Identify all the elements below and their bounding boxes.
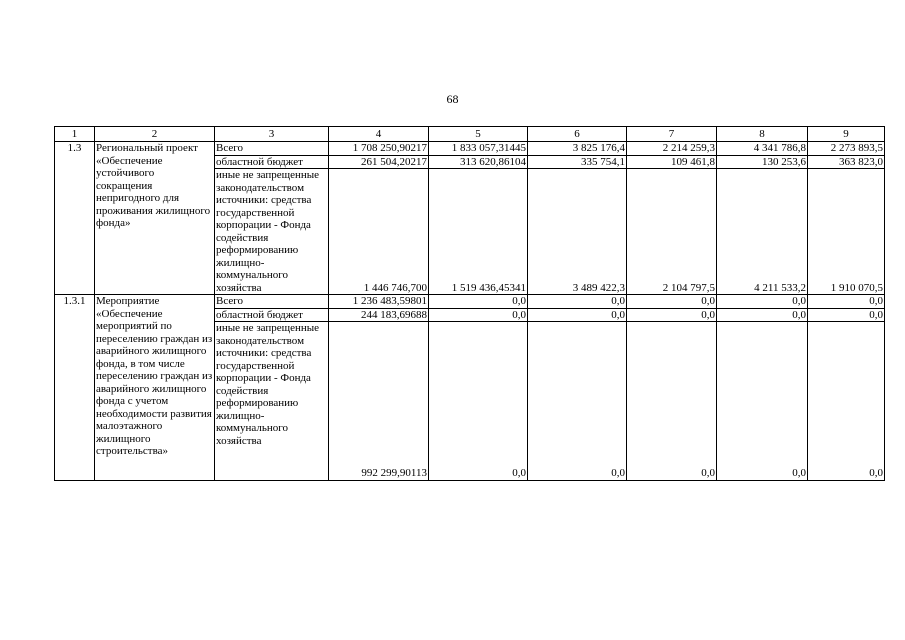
- funding-source: областной бюджет: [215, 155, 329, 169]
- value-cell: 1 519 436,45341: [429, 169, 528, 295]
- page-number: 68: [446, 92, 459, 106]
- value-cell: 261 504,20217: [329, 155, 429, 169]
- column-header: 8: [717, 127, 808, 142]
- table-row: [55, 142, 885, 156]
- value-cell: 1 910 070,5: [808, 169, 885, 295]
- value-cell: 992 299,90113: [329, 322, 429, 481]
- funding-source: иные не запрещенные законодательством источники: средства государственной корпорации - Фонда содействия реформированию жилищно-коммунального хозяйства: [215, 169, 329, 295]
- table-row: [55, 295, 885, 309]
- funding-source: Всего: [215, 295, 329, 309]
- value-cell: 363 823,0: [808, 155, 885, 169]
- value-cell: 130 253,6: [717, 155, 808, 169]
- value-cell: 2 104 797,5: [627, 169, 717, 295]
- value-cell: 4 341 786,8: [717, 142, 808, 156]
- value-cell: 0,0: [429, 308, 528, 322]
- column-header: 4: [329, 127, 429, 142]
- value-cell: 1 833 057,31445: [429, 142, 528, 156]
- value-cell: 1 708 250,90217: [329, 142, 429, 156]
- column-header: 1: [55, 127, 95, 142]
- value-cell: 0,0: [627, 322, 717, 481]
- value-cell: 244 183,69688: [329, 308, 429, 322]
- value-cell: 0,0: [528, 295, 627, 309]
- value-cell: 335 754,1: [528, 155, 627, 169]
- column-header: 6: [528, 127, 627, 142]
- value-cell: 0,0: [627, 308, 717, 322]
- column-header: 9: [808, 127, 885, 142]
- value-cell: 2 214 259,3: [627, 142, 717, 156]
- value-cell: 0,0: [808, 295, 885, 309]
- value-cell: 4 211 533,2: [717, 169, 808, 295]
- column-number-row: [55, 127, 885, 142]
- budget-table: [54, 126, 885, 481]
- value-cell: 0,0: [717, 322, 808, 481]
- value-cell: 0,0: [429, 322, 528, 481]
- column-header: 3: [215, 127, 329, 142]
- funding-source: Всего: [215, 142, 329, 156]
- item-code: 1.3.1: [55, 295, 95, 481]
- funding-source: областной бюджет: [215, 308, 329, 322]
- value-cell: 0,0: [717, 295, 808, 309]
- item-code: 1.3: [55, 142, 95, 295]
- value-cell: 109 461,8: [627, 155, 717, 169]
- column-header: 7: [627, 127, 717, 142]
- value-cell: 1 446 746,700: [329, 169, 429, 295]
- value-cell: 0,0: [808, 308, 885, 322]
- column-header: 5: [429, 127, 528, 142]
- column-header: 2: [95, 127, 215, 142]
- value-cell: 0,0: [528, 322, 627, 481]
- value-cell: 313 620,86104: [429, 155, 528, 169]
- value-cell: 0,0: [808, 322, 885, 481]
- value-cell: 0,0: [429, 295, 528, 309]
- value-cell: 2 273 893,5: [808, 142, 885, 156]
- value-cell: 3 825 176,4: [528, 142, 627, 156]
- funding-source: иные не запрещенные законодательством источники: средства государственной корпорации - Фонда содействия реформированию жилищно-коммунального хозяйства: [215, 322, 329, 481]
- value-cell: 0,0: [528, 308, 627, 322]
- value-cell: 0,0: [717, 308, 808, 322]
- value-cell: 0,0: [627, 295, 717, 309]
- value-cell: 1 236 483,59801: [329, 295, 429, 309]
- item-name: Мероприятие «Обеспечение мероприятий по переселению граждан из аварийного жилищного фонда, в том числе переселению граждан из аварийного жилищного фонда с учетом необходимости развития малоэтажного жилищного строительства»: [95, 295, 215, 481]
- item-name: Региональный проект «Обеспечение устойчивого сокращения непригодного для проживания жилищного фонда»: [95, 142, 215, 295]
- value-cell: 3 489 422,3: [528, 169, 627, 295]
